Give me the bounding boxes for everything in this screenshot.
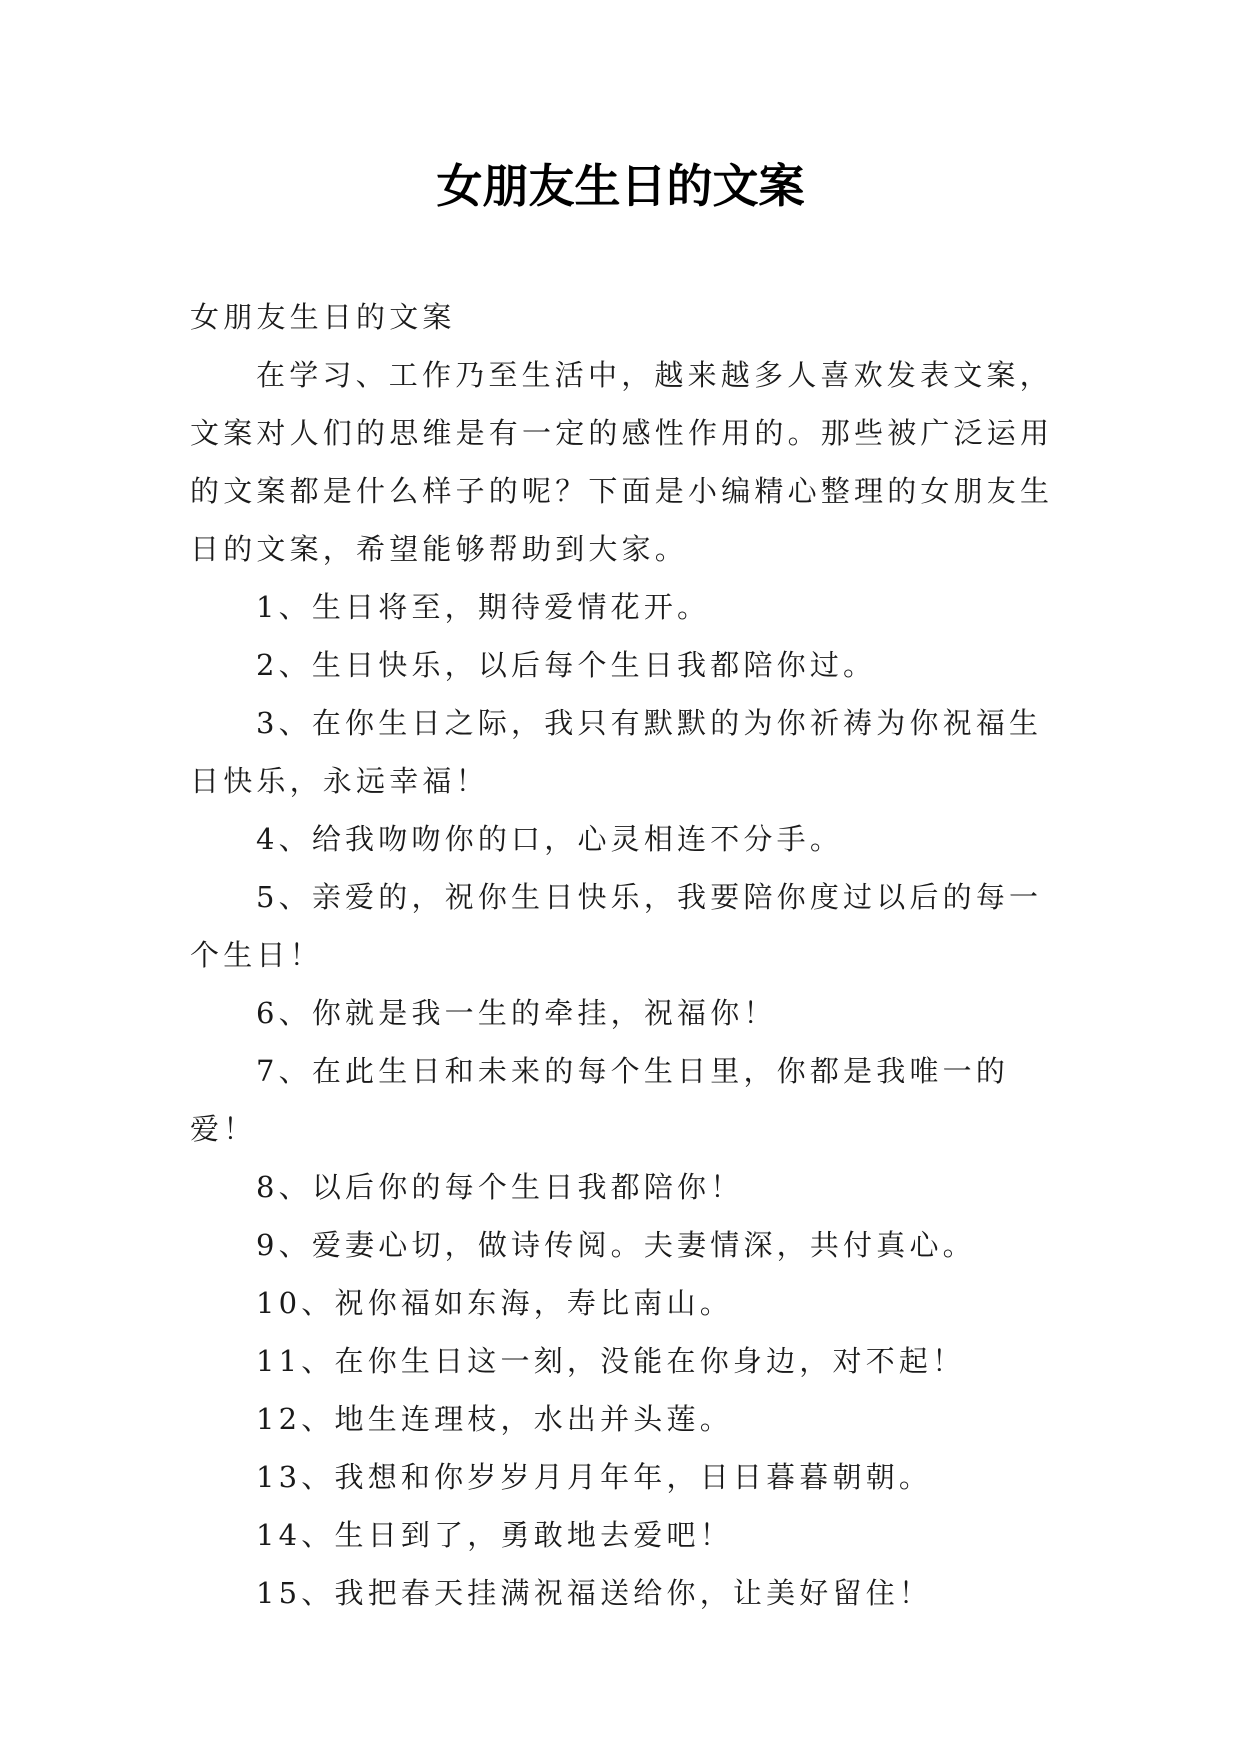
document-body bbox=[190, 288, 1070, 1622]
list-item: 15、我把春天挂满祝福送给你，让美好留住！ bbox=[256, 1576, 933, 1610]
list-item: 1、生日将至，期待爱情花开。 bbox=[256, 590, 711, 624]
list-item: 2、生日快乐，以后每个生日我都陪你过。 bbox=[256, 648, 877, 682]
list-item: 5、亲爱的，祝你生日快乐，我要陪你度过以后的每一个生日！ bbox=[190, 880, 1043, 972]
list-item: 13、我想和你岁岁月月年年，日日暮暮朝朝。 bbox=[256, 1460, 933, 1494]
list-item: 14、生日到了，勇敢地去爱吧！ bbox=[256, 1518, 733, 1552]
document-subtitle: 女朋友生日的文案 bbox=[190, 300, 456, 334]
document-title: 女朋友生日的文案 bbox=[436, 159, 805, 213]
list-item: 10、祝你福如东海，寿比南山。 bbox=[256, 1286, 733, 1320]
list-item: 11、在你生日这一刻，没能在你身边，对不起！ bbox=[256, 1344, 966, 1378]
list-item: 7、在此生日和未来的每个生日里，你都是我唯一的爱！ bbox=[190, 1054, 1010, 1146]
list-item: 3、在你生日之际，我只有默默的为你祈祷为你祝福生日快乐，永远幸福！ bbox=[190, 706, 1043, 798]
list-item: 8、以后你的每个生日我都陪你！ bbox=[256, 1170, 744, 1204]
list-item: 6、你就是我一生的牵挂，祝福你！ bbox=[256, 996, 777, 1030]
list-item: 4、给我吻吻你的口，心灵相连不分手。 bbox=[256, 822, 844, 856]
list-item: 9、爱妻心切，做诗传阅。夫妻情深，共付真心。 bbox=[256, 1228, 976, 1262]
intro-paragraph: 在学习、工作乃至生活中，越来越多人喜欢发表文案，文案对人们的思维是有一定的感性作用的。那些被广泛运用的文案都是什么样子的呢？下面是小编精心整理的女朋友生日的文案，希望能够帮助到大家。 bbox=[190, 358, 1054, 566]
list-item: 12、地生连理枝，水出并头莲。 bbox=[256, 1402, 733, 1436]
